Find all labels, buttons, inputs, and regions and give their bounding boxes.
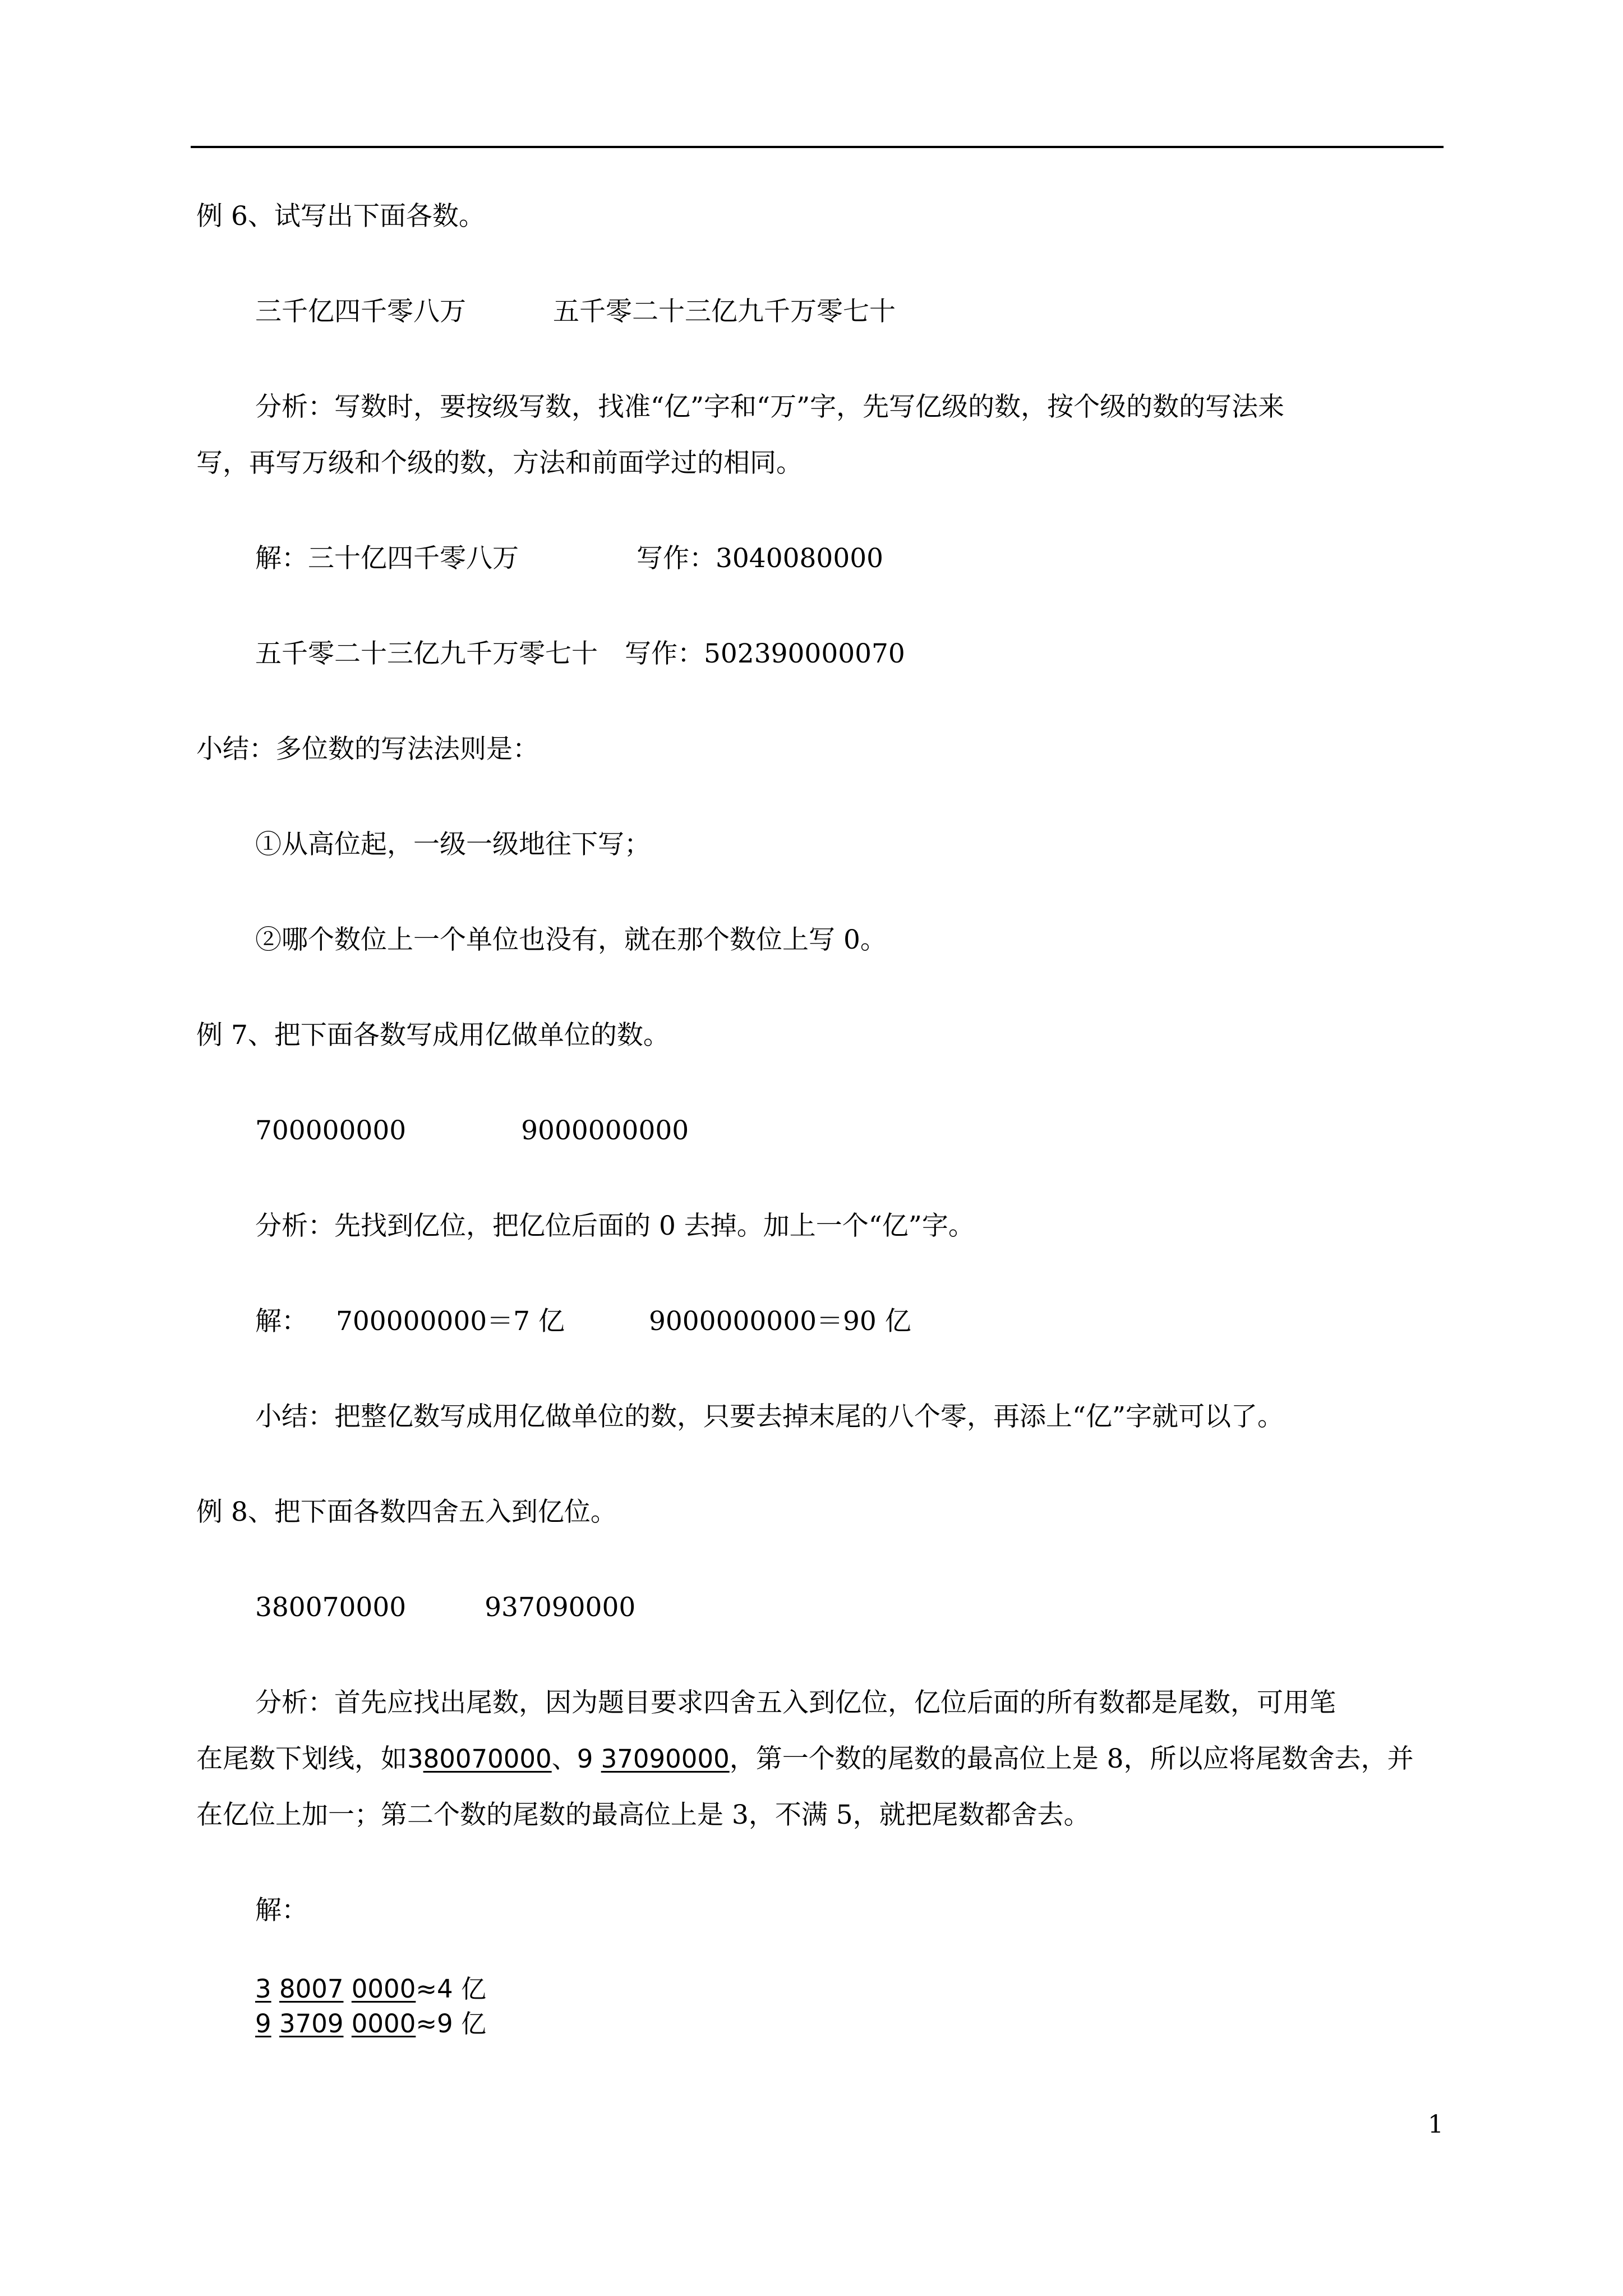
- inline-b-head-digit: 9: [577, 1744, 593, 1774]
- example-6-analysis-line-2: 写，再写万级和个级的数，方法和前面学过的相同。: [196, 448, 803, 478]
- example-7-solution-b: 9000000000＝90 亿: [648, 1306, 911, 1337]
- example-8-number-a: 380070000: [255, 1592, 407, 1623]
- rounding-figure-row-1: [255, 1972, 486, 2007]
- example-8-title: 例 8、把下面各数四舍五入到亿位。: [196, 1497, 617, 1527]
- row-2-ones-level: 0000: [351, 2009, 416, 2039]
- example-7-number-b: 9000000000: [521, 1115, 689, 1146]
- row-1-ones-level: 0000: [351, 1974, 416, 2004]
- row-2-result: ≈9 亿: [416, 2009, 486, 2039]
- inline-a-head-digit: 3: [407, 1744, 423, 1774]
- example-6-solution-b: [255, 637, 905, 671]
- example-7-title: 例 7、把下面各数写成用亿做单位的数。: [196, 1020, 670, 1051]
- summary-1-rule-2: ②哪个数位上一个单位也没有，就在那个数位上写 0。: [255, 924, 887, 955]
- example-6-solution-a: [255, 542, 883, 576]
- analysis-line-2-suffix: ，第一个数的尾数的最高位上是 8，所以应将尾数舍去，并: [729, 1743, 1414, 1774]
- example-7-solution: [255, 1305, 911, 1338]
- example-7-solution-label: 解：: [255, 1306, 308, 1337]
- example-8-solution-label: 解：: [255, 1895, 308, 1926]
- example-8-analysis-line-2: [196, 1742, 1414, 1776]
- solution-a-label: 解：三十亿四千零八万: [255, 543, 519, 574]
- solution-b-answer: 写作：502390000070: [625, 638, 905, 669]
- example-6-prompt-a: 三千亿四千零八万: [255, 296, 466, 327]
- example-8-number-b: 937090000: [485, 1592, 636, 1623]
- analysis-line-2-prefix: 在尾数下划线，如: [196, 1743, 407, 1774]
- example-7-analysis: 分析：先找到亿位，把亿位后面的 0 去掉。加上一个“亿”字。: [255, 1211, 975, 1241]
- example-6-prompts: [255, 295, 896, 329]
- example-7-number-a: 700000000: [255, 1115, 407, 1146]
- example-8-analysis-line-1: 分析：首先应找出尾数，因为题目要求四舍五入到亿位，亿位后面的所有数都是尾数，可用笔: [255, 1687, 1336, 1718]
- row-2-hundred-million-digit: 9: [255, 2009, 271, 2039]
- row-1-hundred-million-digit: 3: [255, 1974, 271, 2004]
- example-6-title: 例 6、试写出下面各数。: [196, 201, 485, 232]
- inline-underlined-number-b: [577, 1742, 730, 1776]
- inline-b-underlined-tail: 37090000: [601, 1744, 730, 1774]
- summary-1-title: 小结：多位数的写法法则是：: [196, 734, 539, 765]
- example-7-numbers: [255, 1114, 689, 1148]
- solution-a-answer: 写作：3040080000: [637, 543, 884, 574]
- page-number: 1: [1428, 2110, 1444, 2139]
- example-7-solution-a: 700000000＝7 亿: [336, 1306, 565, 1337]
- inline-a-underlined-tail: 80070000: [423, 1744, 552, 1774]
- header-rule: [191, 146, 1444, 148]
- row-1-result: ≈4 亿: [416, 1974, 486, 2004]
- rounding-figure-row-2: [255, 2007, 486, 2041]
- example-7-summary: 小结：把整亿数写成用亿做单位的数，只要去掉末尾的八个零，再添上“亿”字就可以了。: [255, 1401, 1284, 1432]
- example-8-analysis-line-3: 在亿位上加一；第二个数的尾数的最高位上是 3，不满 5，就把尾数都舍去。: [196, 1800, 1090, 1830]
- example-8-numbers: [255, 1591, 635, 1625]
- example-6-prompt-b: 五千零二十三亿九千万零七十: [553, 296, 896, 327]
- summary-1-rule-1: ①从高位起，一级一级地往下写；: [255, 829, 651, 860]
- example-6-analysis-line-1: 分析：写数时，要按级写数，找准“亿”字和“万”字，先写亿级的数，按个级的数的写法来: [255, 392, 1285, 422]
- row-2-wan-level: 3709: [279, 2009, 344, 2039]
- solution-b-label: 五千零二十三亿九千万零七十: [255, 638, 598, 669]
- row-1-wan-level: 8007: [279, 1974, 344, 2004]
- inline-underlined-number-a: [407, 1742, 552, 1776]
- inline-separator: 、: [551, 1744, 577, 1774]
